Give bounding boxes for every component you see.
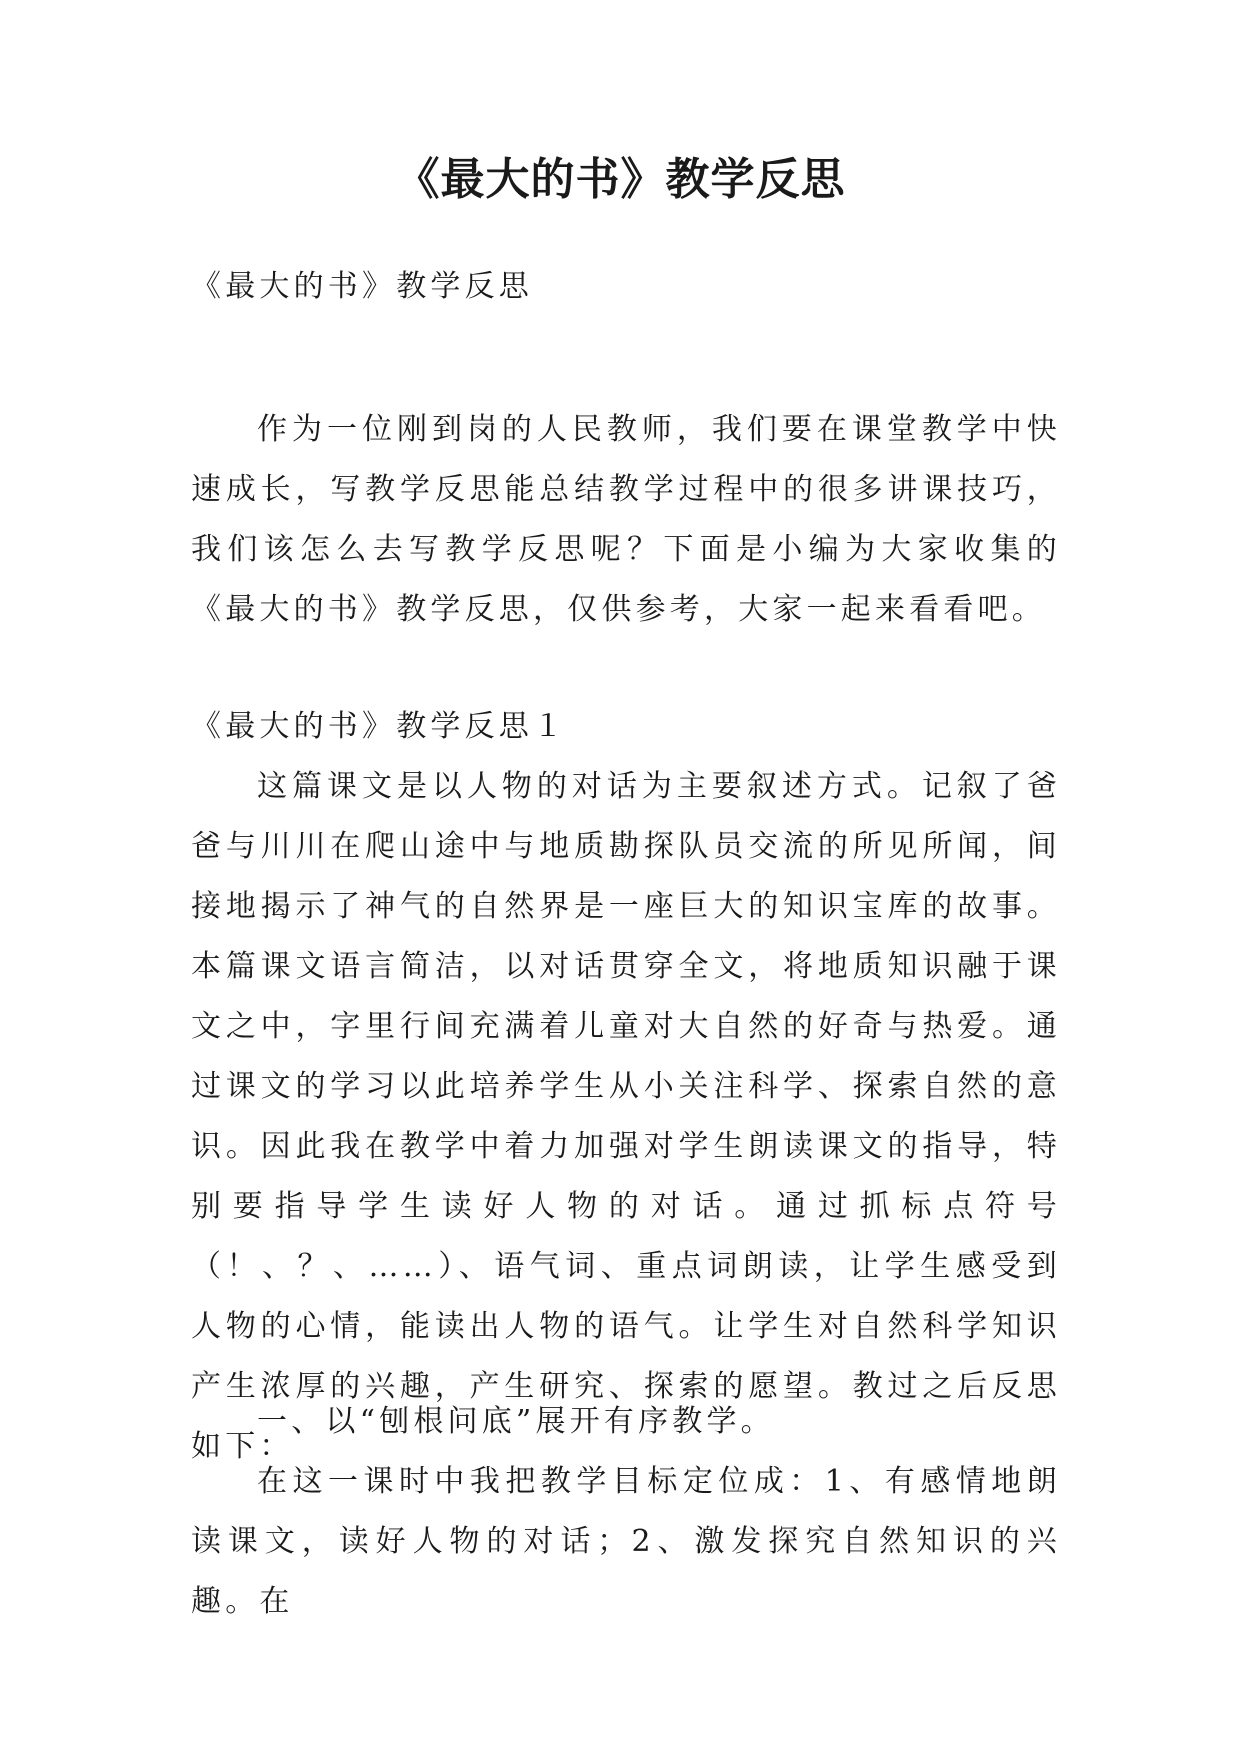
document-title: 《最大的书》教学反思 (395, 154, 846, 205)
document-subtitle: 《最大的书》教学反思 (191, 269, 533, 304)
body-paragraph-3: 在这一课时中我把教学目标定位成：1、有感情地朗读课文，读好人物的对话；2、激发探究自然知识的兴趣。在 (191, 1464, 1061, 1619)
body-paragraph-1: 这篇课文是以人物的对话为主要叙述方式。记叙了爸爸与川川在爬山途中与地质勘探队员交流的所见所闻，间接地揭示了神气的自然界是一座巨大的知识宝库的故事。本篇课文语言简洁，以对话贯穿全文，将地质知识融于课文之中，字里行间充满着儿童对大自然的好奇与热爱。通过课文的学习以此培养学生从小关注科学、探索自然的意识。因此我在教学中着力加强对学生朗读课文的指导，特别要指导学生读好人物的对话。通过抓标点符号（！、？、……）、语气词、重点词朗读，让学生感受到人物的心情，能读出人物的语气。让学生对自然科学知识产生浓厚的兴趣，产生研究、探索的愿望。教过之后反思如下： (191, 769, 1061, 1464)
intro-paragraph: 作为一位刚到岗的人民教师，我们要在课堂教学中快速成长，写教学反思能总结教学过程中的很多讲课技巧，我们该怎么去写教学反思呢？下面是小编为大家收集的《最大的书》教学反思，仅供参考，大家一起来看看吧。 (191, 412, 1061, 627)
section-heading: 《最大的书》教学反思１ (191, 709, 568, 744)
body-paragraph-2: 一、以“刨根问底”展开有序教学。 (257, 1404, 775, 1439)
